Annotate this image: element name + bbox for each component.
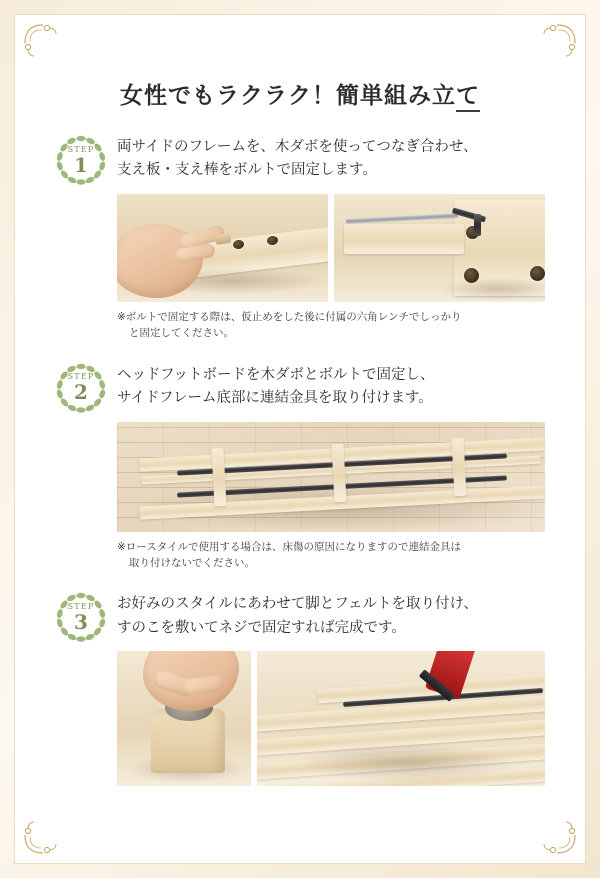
photo-frame-assembled [117,422,545,532]
photo-hex-wrench [334,194,545,302]
step-1-badge-number: 1 [74,152,88,177]
document-content [15,15,585,834]
step-1-note [117,309,545,342]
step-3-header [55,589,545,643]
step-1-badge-text [55,134,107,186]
step-2-header [55,360,545,414]
step-1-badge [55,134,107,186]
step-2-description-line2: サイドフレーム底部に連結金具を取り付けます。 [117,390,433,407]
page-title-main: 女性でもラクラク！簡単組み立 [120,83,456,109]
step-3-photos [117,651,545,786]
step-1-description-line2: 支え板・支え棒をボルトで固定します。 [117,162,377,179]
step-1-description [117,132,545,183]
step-block-1 [55,132,545,342]
step-1-note-line2: と固定してください。 [129,327,234,340]
step-2-note-line2: 取り付けないでください。 [129,556,255,569]
photo-screw-driver [257,651,545,786]
photo-dowel-insert [117,194,328,302]
page-title-underlined: て [456,83,480,112]
step-1-description-line1: 両サイドのフレームを、木ダボを使ってつなぎ合わせ、 [117,139,478,155]
step-2-badge-text [55,362,107,414]
step-3-badge [55,591,107,643]
step-2-description-line1: ヘッドフットボードを木ダボとボルトで固定し、 [117,366,435,383]
step-block-3 [55,589,545,786]
step-3-description-line1: お好みのスタイルにあわせて脚とフェルトを取り付け、 [117,596,478,613]
step-3-description-line2: すのこを敷いてネジで固定すれば完成です。 [117,619,406,636]
step-1-badge-word: STEP [67,144,95,154]
page-title [55,77,545,110]
page-inner-frame [14,14,586,864]
step-1-note-line1: ※ボルトで固定する際は、仮止めをした後に付属の六角レンチでしっかり [117,311,462,323]
step-2-note-line1: ※ロースタイルで使用する場合は、床傷の原因になりますので連結金具は [117,540,462,553]
step-3-badge-word: STEP [67,601,95,611]
step-3-badge-text [55,591,107,643]
step-2-photos [117,422,545,532]
step-2-badge-word: STEP [67,372,95,382]
step-2-badge [55,362,107,414]
step-2-badge-number: 2 [74,380,88,405]
step-2-description [117,360,545,411]
step-3-badge-number: 3 [74,609,88,634]
photo-felt-attach [117,651,251,786]
step-2-note [117,539,545,572]
step-1-photos [117,194,545,302]
step-1-header [55,132,545,186]
step-block-2 [55,360,545,572]
step-3-description [117,589,545,640]
